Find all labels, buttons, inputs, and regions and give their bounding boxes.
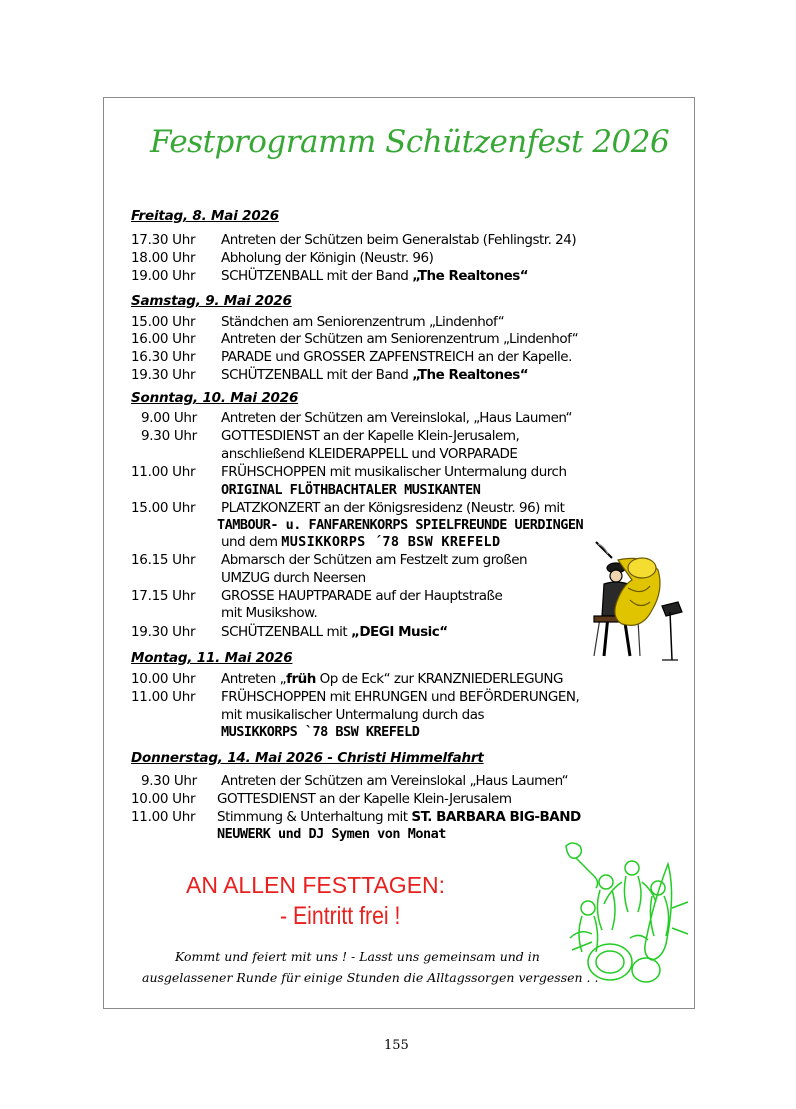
day-heading-monday: Montag, 11. Mai 2026 — [131, 650, 293, 666]
schedule-row: 9.30 Uhr Antreten der Schützen am Vereinslokal „Haus Laumen“ — [141, 773, 569, 789]
schedule-row: 19.00 Uhr SCHÜTZENBALL mit der Band „The Realtones“ — [131, 268, 529, 284]
footer-text-line2: ausgelassener Runde für einige Stunden die Alltagssorgen vergessen . . — [142, 970, 599, 985]
page-number: 155 — [384, 1038, 409, 1053]
schedule-row: 19.30 Uhr SCHÜTZENBALL mit „DEGI Music“ — [131, 624, 448, 640]
schedule-row: 16.30 Uhr PARADE und GROSSER ZAPFENSTREICH an der Kapelle. — [131, 349, 572, 365]
schedule-row: 11.00 Uhr Stimmung & Unterhaltung mit ST. BARBARA BIG-BAND — [131, 809, 581, 825]
music-band-illustration — [560, 838, 690, 992]
schedule-row: 16.00 Uhr Antreten der Schützen am Seniorenzentrum „Lindenhof“ — [131, 331, 579, 347]
footer-text-line1: Kommt und feiert mit uns ! - Lasst uns gemeinsam und in — [175, 949, 540, 964]
day-heading-sunday: Sonntag, 10. Mai 2026 — [131, 390, 299, 406]
festival-banner-line2: - Eintritt frei ! — [280, 902, 401, 930]
schedule-continuation: und dem MUSIKKORPS ´78 BSW KREFELD — [221, 534, 501, 550]
schedule-row: 19.30 Uhr SCHÜTZENBALL mit der Band „The Realtones“ — [131, 367, 529, 383]
schedule-row: 15.00 Uhr PLATZKONZERT an der Königsresidenz (Neustr. 96) mit — [131, 500, 565, 516]
schedule-row: 16.15 Uhr Abmarsch der Schützen am Festzelt zum großen — [131, 552, 528, 568]
schedule-continuation: mit Musikshow. — [221, 605, 318, 621]
schedule-row: 10.00 Uhr Antreten „früh Op de Eck“ zur KRANZNIEDERLEGUNG — [131, 671, 563, 687]
schedule-row: 17.15 Uhr GROSSE HAUPTPARADE auf der Hauptstraße — [131, 588, 503, 604]
schedule-row: 17.30 Uhr Antreten der Schützen beim Generalstab (Fehlingstr. 24) — [131, 232, 577, 248]
schedule-continuation: ORIGINAL FLÖTHBACHTALER MUSIKANTEN — [221, 482, 481, 498]
schedule-continuation: UMZUG durch Neersen — [221, 570, 366, 586]
schedule-continuation: NEUWERK und DJ Symen von Monat — [217, 826, 446, 842]
schedule-row: 9.30 Uhr GOTTESDIENST an der Kapelle Klein-Jerusalem, — [141, 428, 520, 444]
schedule-row: 10.00 Uhr GOTTESDIENST an der Kapelle Klein-Jerusalem — [131, 791, 512, 807]
schedule-row: 9.00 Uhr Antreten der Schützen am Vereinslokal, „Haus Laumen“ — [141, 410, 572, 426]
schedule-continuation: TAMBOUR- u. FANFARENKORPS SPIELFREUNDE UERDINGEN — [217, 517, 584, 533]
program-title: Festprogramm Schützenfest 2026 — [150, 124, 670, 160]
schedule-row: 18.00 Uhr Abholung der Königin (Neustr. 96) — [131, 250, 434, 266]
day-heading-saturday: Samstag, 9. Mai 2026 — [131, 293, 292, 309]
schedule-continuation: MUSIKKORPS `78 BSW KREFELD — [221, 724, 420, 740]
tuba-player-illustration — [578, 540, 688, 669]
schedule-row: 11.00 Uhr FRÜHSCHOPPEN mit EHRUNGEN und BEFÖRDERUNGEN, — [131, 689, 580, 705]
day-heading-thursday: Donnerstag, 14. Mai 2026 - Christi Himmelfahrt — [131, 750, 484, 766]
festival-banner-line1: AN ALLEN FESTTAGEN: — [186, 872, 446, 898]
schedule-continuation: mit musikalischer Untermalung durch das — [221, 707, 485, 723]
schedule-row: 15.00 Uhr Ständchen am Seniorenzentrum „Lindenhof“ — [131, 314, 505, 330]
schedule-row: 11.00 Uhr FRÜHSCHOPPEN mit musikalischer Untermalung durch — [131, 464, 567, 480]
day-heading-friday: Freitag, 8. Mai 2026 — [131, 208, 279, 224]
schedule-continuation: anschließend KLEIDERAPPELL und VORPARADE — [221, 446, 518, 462]
